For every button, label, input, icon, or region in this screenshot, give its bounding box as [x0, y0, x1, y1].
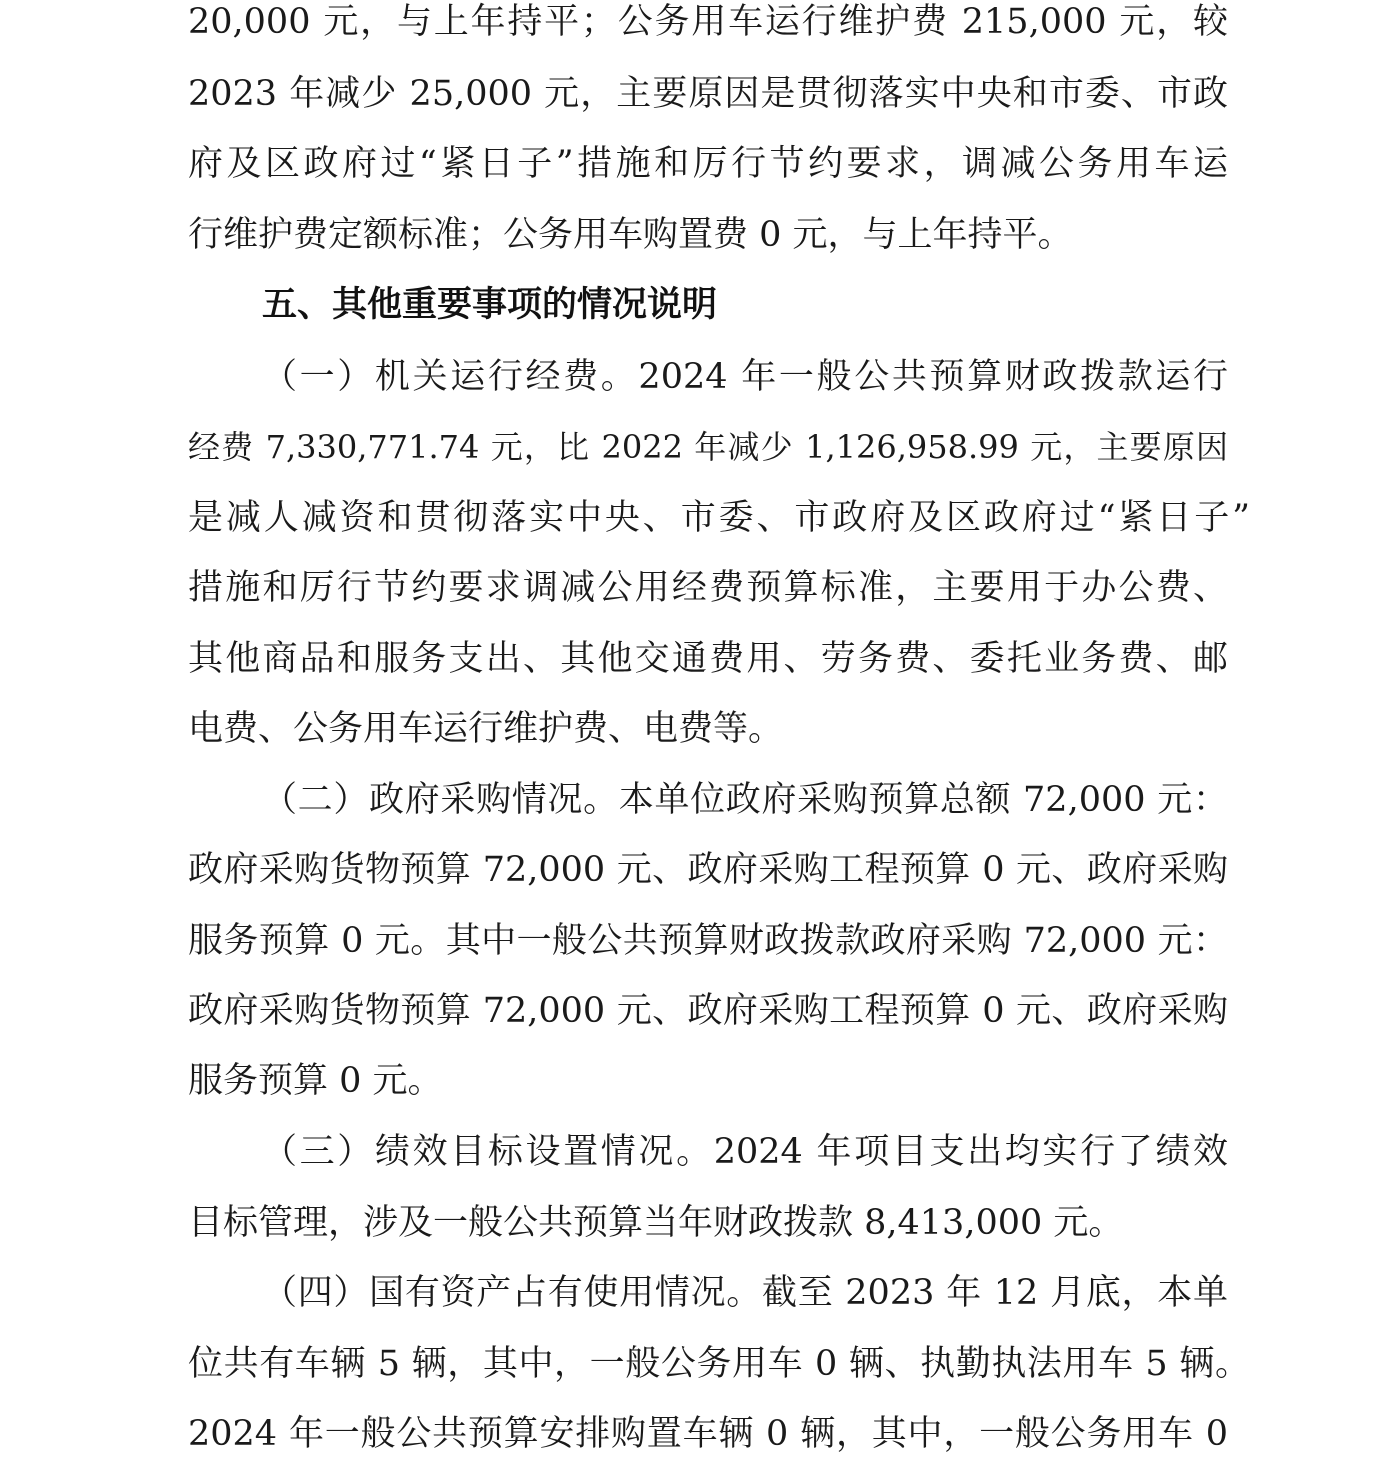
body-text-line: 20,000 元，与上年持平；公务用车运行维护费 215,000 元，较 [188, 2, 1228, 42]
body-text-line: 措施和厉行节约要求调减公用经费预算标准，主要用于办公费、 [188, 568, 1228, 608]
body-text-line: 政府采购货物预算 72,000 元、政府采购工程预算 0 元、政府采购 [188, 991, 1228, 1031]
body-text-line: 是减人减资和贯彻落实中央、市委、市政府及区政府过“紧日子” [188, 498, 1250, 538]
body-text-line: 府及区政府过“紧日子”措施和厉行节约要求，调减公务用车运 [188, 144, 1228, 184]
body-text-line: 服务预算 0 元。其中一般公共预算财政拨款政府采购 72,000 元： [188, 921, 1228, 961]
body-text-line: 2023 年减少 25,000 元，主要原因是贯彻落实中央和市委、市政 [188, 74, 1228, 114]
body-text-line: 政府采购货物预算 72,000 元、政府采购工程预算 0 元、政府采购 [188, 850, 1228, 890]
body-text-line: 2024 年一般公共预算安排购置车辆 0 辆，其中，一般公务用车 0 [188, 1414, 1228, 1454]
body-text-line: 其他商品和服务支出、其他交通费用、劳务费、委托业务费、邮 [188, 639, 1228, 679]
body-text-line: 服务预算 0 元。 [188, 1061, 443, 1101]
section-heading: 五、其他重要事项的情况说明 [262, 285, 718, 325]
paragraph-first-line: （三）绩效目标设置情况。2024 年项目支出均实行了绩效 [262, 1132, 1228, 1172]
body-text-line: 行维护费定额标准；公务用车购置费 0 元，与上年持平。 [188, 215, 1073, 255]
body-text-line: 经费 7,330,771.74 元，比 2022 年减少 1,126,958.99 元，主要原因 [188, 428, 1228, 466]
body-text-line: 目标管理，涉及一般公共预算当年财政拨款 8,413,000 元。 [188, 1203, 1124, 1243]
body-text-line: 电费、公务用车运行维护费、电费等。 [188, 709, 784, 749]
paragraph-first-line: （二）政府采购情况。本单位政府采购预算总额 72,000 元： [262, 780, 1228, 820]
body-text-line: 位共有车辆 5 辆，其中，一般公务用车 0 辆、执勤执法用车 5 辆。 [188, 1344, 1250, 1384]
paragraph-first-line: （一）机关运行经费。2024 年一般公共预算财政拨款运行 [262, 357, 1228, 397]
paragraph-first-line: （四）国有资产占有使用情况。截至 2023 年 12 月底，本单 [262, 1273, 1228, 1313]
